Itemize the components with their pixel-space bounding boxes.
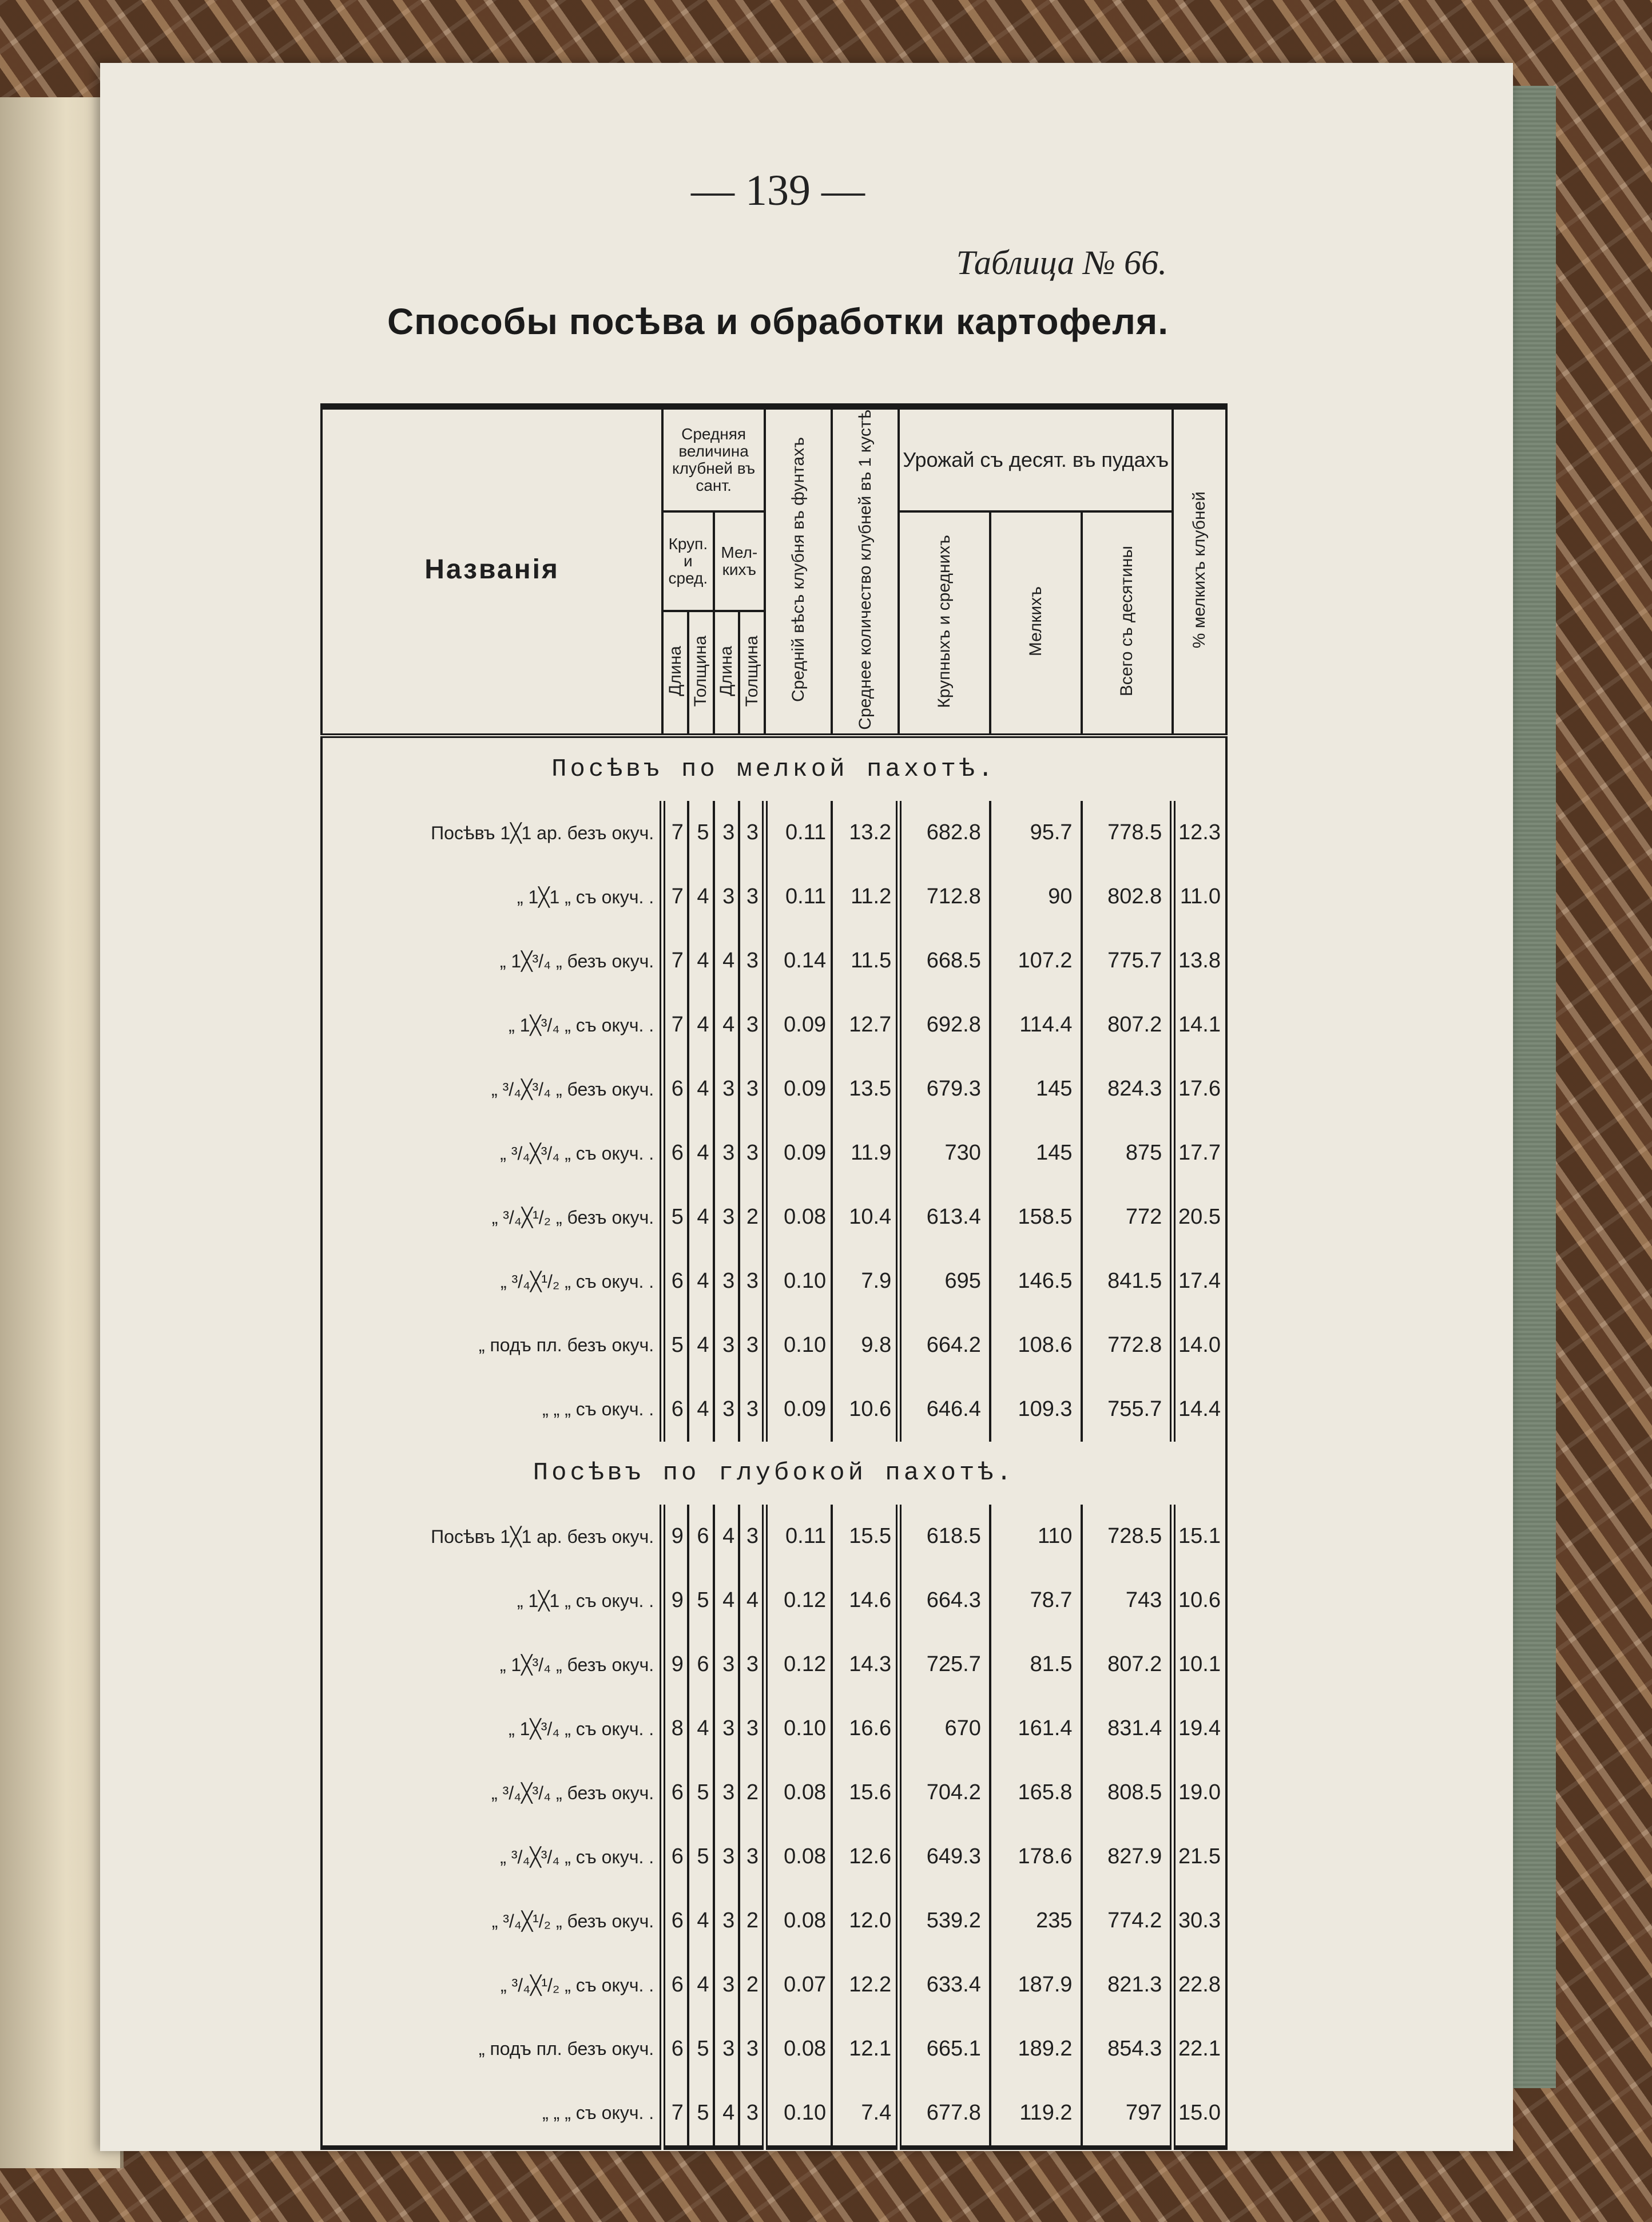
table-cell: 145 [990, 1121, 1082, 1185]
table-cell: 0.11 [765, 801, 832, 865]
table-cell: 802.8 [1082, 865, 1173, 929]
table-cell: 6 [688, 1633, 714, 1697]
table-cell: 4 [714, 993, 740, 1057]
table-row [321, 1633, 1226, 1697]
table-cell: 0.10 [765, 1314, 832, 1378]
table-cell: 158.5 [990, 1185, 1082, 1249]
table-cell: 728.5 [1082, 1505, 1173, 1569]
table-cell: 4 [688, 929, 714, 993]
table-cell: 22.1 [1173, 2017, 1226, 2081]
table-cell: 11.5 [832, 929, 899, 993]
column-header-thickness-small: Толщина [739, 611, 765, 735]
row-name: „ 1╳³/₄ „ безъ окуч. [321, 1633, 662, 1697]
table-cell: 9.8 [832, 1314, 899, 1378]
table-cell: 730 [899, 1121, 990, 1185]
table-cell: 3 [714, 801, 740, 865]
table-cell: 4 [714, 1569, 740, 1633]
table-cell: 3 [714, 1953, 740, 2017]
table-cell: 664.3 [899, 1569, 990, 1633]
table-cell: 165.8 [990, 1761, 1082, 1825]
table-cell: 4 [714, 929, 740, 993]
row-name: „ ³/₄╳¹/₂ „ съ окуч. . [321, 1249, 662, 1314]
table-cell: 649.3 [899, 1825, 990, 1889]
table-cell: 7 [662, 929, 688, 993]
table-cell: 755.7 [1082, 1378, 1173, 1442]
table-cell: 824.3 [1082, 1057, 1173, 1121]
table-cell: 6 [688, 1505, 714, 1569]
table-cell: 3 [714, 1633, 740, 1697]
table-cell: 10.4 [832, 1185, 899, 1249]
table-cell: 22.8 [1173, 1953, 1226, 2017]
table-cell: 0.09 [765, 1121, 832, 1185]
table-cell: 6 [662, 1825, 688, 1889]
data-table [320, 407, 1228, 2150]
table-cell: 20.5 [1173, 1185, 1226, 1249]
section-title: Посѣвъ по мелкой пахотѣ. [321, 736, 1226, 801]
table-cell: 3 [714, 865, 740, 929]
table-row [321, 1825, 1226, 1889]
table-cell: 12.3 [1173, 801, 1226, 865]
table-cell: 189.2 [990, 2017, 1082, 2081]
table-cell: 21.5 [1173, 1825, 1226, 1889]
table-cell: 875 [1082, 1121, 1173, 1185]
table-cell: 712.8 [899, 865, 990, 929]
table-cell: 13.5 [832, 1057, 899, 1121]
table-cell: 187.9 [990, 1953, 1082, 2017]
table-cell: 9 [662, 1505, 688, 1569]
table-cell: 704.2 [899, 1761, 990, 1825]
table-cell: 797 [1082, 2081, 1173, 2148]
column-header-yield-large: Крупныхъ и среднихъ [899, 511, 990, 736]
column-header-avg-count: Среднее количество клубней въ 1 кустѣ [832, 408, 899, 736]
table-cell: 15.5 [832, 1505, 899, 1569]
table-cell: 0.10 [765, 1249, 832, 1314]
table-cell: 808.5 [1082, 1761, 1173, 1825]
table-row [321, 1185, 1226, 1249]
table-cell: 0.08 [765, 1185, 832, 1249]
table-cell: 7.9 [832, 1249, 899, 1314]
table-cell: 3 [714, 1057, 740, 1121]
table-cell: 679.3 [899, 1057, 990, 1121]
table-cell: 778.5 [1082, 801, 1173, 865]
table-cell: 0.12 [765, 1633, 832, 1697]
table-cell: 618.5 [899, 1505, 990, 1569]
table-cell: 0.10 [765, 1697, 832, 1761]
table-cell: 4 [688, 1953, 714, 2017]
table-cell: 646.4 [899, 1378, 990, 1442]
table-cell: 9 [662, 1633, 688, 1697]
table-cell: 695 [899, 1249, 990, 1314]
table-cell: 692.8 [899, 993, 990, 1057]
table-cell: 3 [739, 801, 765, 865]
table-cell: 668.5 [899, 929, 990, 993]
table-cell: 0.09 [765, 1378, 832, 1442]
table-row [321, 1314, 1226, 1378]
table-cell: 807.2 [1082, 993, 1173, 1057]
table-row [321, 865, 1226, 929]
column-header-thickness-large: Толщина [688, 611, 714, 735]
table-cell: 3 [739, 1505, 765, 1569]
table-row [321, 1249, 1226, 1314]
table-cell: 3 [739, 1825, 765, 1889]
table-cell: 0.12 [765, 1569, 832, 1633]
table-cell: 15.6 [832, 1761, 899, 1825]
column-header-length-small: Длина [714, 611, 740, 735]
table-cell: 7 [662, 2081, 688, 2148]
table-cell: 807.2 [1082, 1633, 1173, 1697]
table-cell: 145 [990, 1057, 1082, 1121]
column-header-large-medium: Круп. и сред. [662, 511, 713, 611]
column-header-small: Мел-кихъ [714, 511, 765, 611]
table-cell: 14.3 [832, 1633, 899, 1697]
table-cell: 3 [714, 1761, 740, 1825]
column-header-avg-weight: Средній вѣсъ клубня въ фунтахъ [765, 408, 832, 736]
table-cell: 109.3 [990, 1378, 1082, 1442]
table-cell: 3 [714, 1249, 740, 1314]
table-cell: 95.7 [990, 801, 1082, 865]
table-title: Способы посѣва и обработки картофеля. [387, 301, 1169, 342]
table-cell: 3 [714, 1825, 740, 1889]
table-cell: 3 [739, 1057, 765, 1121]
table-cell: 4 [688, 1121, 714, 1185]
table-cell: 4 [688, 1185, 714, 1249]
table-cell: 0.07 [765, 1953, 832, 2017]
table-cell: 5 [662, 1314, 688, 1378]
row-name: „ 1╳1 „ съ окуч. . [321, 865, 662, 929]
table-cell: 5 [688, 1569, 714, 1633]
column-header-avg-size: Средняя величина клубней въ сант. [662, 408, 765, 511]
row-name: „ 1╳1 „ съ окуч. . [321, 1569, 662, 1633]
table-cell: 114.4 [990, 993, 1082, 1057]
table-cell: 12.6 [832, 1825, 899, 1889]
table-cell: 10.1 [1173, 1633, 1226, 1697]
row-name: „ ³/₄╳³/₄ „ безъ окуч. [321, 1057, 662, 1121]
table-cell: 5 [688, 2081, 714, 2148]
table-cell: 108.6 [990, 1314, 1082, 1378]
table-cell: 3 [739, 2081, 765, 2148]
table-cell: 6 [662, 1953, 688, 2017]
table-cell: 0.08 [765, 2017, 832, 2081]
table-cell: 6 [662, 2017, 688, 2081]
section-header-row [321, 1442, 1226, 1505]
row-name: „ ³/₄╳³/₄ „ съ окуч. . [321, 1121, 662, 1185]
table-cell: 12.2 [832, 1953, 899, 2017]
table-cell: 4 [688, 1249, 714, 1314]
table-cell: 827.9 [1082, 1825, 1173, 1889]
table-cell: 110 [990, 1505, 1082, 1569]
table-cell: 4 [688, 865, 714, 929]
table-cell: 0.09 [765, 1057, 832, 1121]
table-cell: 4 [714, 1505, 740, 1569]
row-name: „ ³/₄╳¹/₂ „ безъ окуч. [321, 1185, 662, 1249]
table-cell: 3 [739, 1633, 765, 1697]
table-cell: 161.4 [990, 1697, 1082, 1761]
table-cell: 3 [739, 1697, 765, 1761]
table-cell: 11.0 [1173, 865, 1226, 929]
table-cell: 3 [739, 1121, 765, 1185]
table-cell: 664.2 [899, 1314, 990, 1378]
table-row [321, 1889, 1226, 1953]
table-cell: 3 [714, 1185, 740, 1249]
table-cell: 4 [714, 2081, 740, 2148]
table-cell: 775.7 [1082, 929, 1173, 993]
table-cell: 0.14 [765, 929, 832, 993]
table-cell: 13.8 [1173, 929, 1226, 993]
table-row [321, 929, 1226, 993]
table-cell: 772 [1082, 1185, 1173, 1249]
table-row [321, 2081, 1226, 2148]
column-header-length-large: Длина [662, 611, 688, 735]
table-cell: 15.1 [1173, 1505, 1226, 1569]
table-cell: 670 [899, 1697, 990, 1761]
table-cell: 4 [688, 1697, 714, 1761]
table-cell: 4 [688, 1314, 714, 1378]
table-cell: 5 [688, 801, 714, 865]
row-name: Посѣвъ 1╳1 ар. безъ окуч. [321, 1505, 662, 1569]
table-cell: 19.4 [1173, 1697, 1226, 1761]
table-cell: 677.8 [899, 2081, 990, 2148]
table-cell: 9 [662, 1569, 688, 1633]
table-cell: 14.4 [1173, 1378, 1226, 1442]
table-row [321, 993, 1226, 1057]
table-cell: 78.7 [990, 1569, 1082, 1633]
table-cell: 772.8 [1082, 1314, 1173, 1378]
table-row [321, 1057, 1226, 1121]
table-cell: 5 [688, 1825, 714, 1889]
table-cell: 682.8 [899, 801, 990, 865]
table-cell: 15.0 [1173, 2081, 1226, 2148]
table-cell: 6 [662, 1761, 688, 1825]
table-row [321, 1761, 1226, 1825]
table-cell: 7 [662, 865, 688, 929]
table-row [321, 1697, 1226, 1761]
table-cell: 3 [714, 1697, 740, 1761]
table-cell: 146.5 [990, 1249, 1082, 1314]
table-cell: 30.3 [1173, 1889, 1226, 1953]
table-cell: 0.08 [765, 1761, 832, 1825]
table-cell: 6 [662, 1378, 688, 1442]
table-cell: 3 [739, 865, 765, 929]
table-cell: 178.6 [990, 1825, 1082, 1889]
table-cell: 3 [739, 929, 765, 993]
table-cell: 235 [990, 1889, 1082, 1953]
row-name: „ „ „ съ окуч. . [321, 1378, 662, 1442]
column-header-yield: Урожай съ десят. въ пудахъ [899, 408, 1173, 511]
table-cell: 13.2 [832, 801, 899, 865]
table-cell: 0.10 [765, 2081, 832, 2148]
table-cell: 725.7 [899, 1633, 990, 1697]
table-row [321, 1569, 1226, 1633]
section-header-row [321, 736, 1226, 801]
table-cell: 14.0 [1173, 1314, 1226, 1378]
table-cell: 81.5 [990, 1633, 1082, 1697]
row-name: „ ³/₄╳¹/₂ „ безъ окуч. [321, 1889, 662, 1953]
table-cell: 5 [662, 1185, 688, 1249]
table-cell: 4 [739, 1569, 765, 1633]
table-number: Таблица № 66. [956, 244, 1167, 281]
table-cell: 0.11 [765, 865, 832, 929]
table-row [321, 801, 1226, 865]
table-row [321, 1378, 1226, 1442]
row-name: „ ³/₄╳³/₄ „ безъ окуч. [321, 1761, 662, 1825]
table-cell: 119.2 [990, 2081, 1082, 2148]
table-cell: 11.9 [832, 1121, 899, 1185]
row-name: „ ³/₄╳³/₄ „ съ окуч. . [321, 1825, 662, 1889]
table-cell: 3 [714, 1889, 740, 1953]
table-cell: 4 [688, 1378, 714, 1442]
table-cell: 7 [662, 801, 688, 865]
table-cell: 613.4 [899, 1185, 990, 1249]
table-cell: 10.6 [832, 1378, 899, 1442]
table-cell: 4 [688, 1889, 714, 1953]
table-cell: 3 [739, 1314, 765, 1378]
section-title: Посѣвъ по глубокой пахотѣ. [321, 1442, 1226, 1505]
table-row [321, 2017, 1226, 2081]
row-name: „ „ „ съ окуч. . [321, 2081, 662, 2148]
table-cell: 3 [739, 1249, 765, 1314]
table-cell: 539.2 [899, 1889, 990, 1953]
table-cell: 3 [714, 1378, 740, 1442]
table-cell: 831.4 [1082, 1697, 1173, 1761]
table-cell: 2 [739, 1761, 765, 1825]
table-cell: 14.6 [832, 1569, 899, 1633]
column-header-yield-small: Мелкихъ [990, 511, 1082, 736]
table-cell: 774.2 [1082, 1889, 1173, 1953]
table-cell: 6 [662, 1889, 688, 1953]
table-cell: 90 [990, 865, 1082, 929]
table-cell: 6 [662, 1249, 688, 1314]
table-cell: 17.7 [1173, 1121, 1226, 1185]
table-cell: 841.5 [1082, 1249, 1173, 1314]
table-cell: 0.08 [765, 1825, 832, 1889]
table-cell: 633.4 [899, 1953, 990, 2017]
table-cell: 5 [688, 1761, 714, 1825]
row-name: „ 1╳³/₄ „ съ окуч. . [321, 993, 662, 1057]
table-cell: 743 [1082, 1569, 1173, 1633]
table-cell: 3 [714, 1121, 740, 1185]
column-header-names: Названія [321, 408, 662, 736]
table-cell: 2 [739, 1185, 765, 1249]
table-cell: 7.4 [832, 2081, 899, 2148]
table-cell: 11.2 [832, 865, 899, 929]
table-cell: 16.6 [832, 1697, 899, 1761]
row-name: „ ³/₄╳¹/₂ „ съ окуч. . [321, 1953, 662, 2017]
table-cell: 3 [739, 1378, 765, 1442]
table-cell: 0.09 [765, 993, 832, 1057]
table-cell: 17.4 [1173, 1249, 1226, 1314]
table-cell: 854.3 [1082, 2017, 1173, 2081]
page-number: — 139 — [691, 166, 865, 215]
table-row [321, 1505, 1226, 1569]
table-cell: 3 [714, 2017, 740, 2081]
table-row [321, 1953, 1226, 2017]
row-name: „ 1╳³/₄ „ съ окуч. . [321, 1697, 662, 1761]
row-name: „ подъ пл. безъ окуч. [321, 1314, 662, 1378]
table-cell: 0.08 [765, 1889, 832, 1953]
column-header-pct-small: % мелкихъ клубней [1173, 408, 1226, 736]
table-cell: 12.7 [832, 993, 899, 1057]
table-cell: 6 [662, 1057, 688, 1121]
table-cell: 6 [662, 1121, 688, 1185]
table-cell: 2 [739, 1889, 765, 1953]
row-name: „ подъ пл. безъ окуч. [321, 2017, 662, 2081]
table-cell: 17.6 [1173, 1057, 1226, 1121]
table-cell: 3 [714, 1314, 740, 1378]
table-cell: 10.6 [1173, 1569, 1226, 1633]
table-cell: 665.1 [899, 2017, 990, 2081]
table-cell: 5 [688, 2017, 714, 2081]
table-cell: 12.1 [832, 2017, 899, 2081]
table-cell: 8 [662, 1697, 688, 1761]
table-cell: 0.11 [765, 1505, 832, 1569]
table-cell: 107.2 [990, 929, 1082, 993]
table-cell: 4 [688, 993, 714, 1057]
column-header-yield-total: Всего съ десятины [1082, 511, 1173, 736]
table-cell: 3 [739, 993, 765, 1057]
row-name: „ 1╳³/₄ „ безъ окуч. [321, 929, 662, 993]
table-cell: 3 [739, 2017, 765, 2081]
table-cell: 821.3 [1082, 1953, 1173, 2017]
table-cell: 19.0 [1173, 1761, 1226, 1825]
table-cell: 2 [739, 1953, 765, 2017]
row-name: Посѣвъ 1╳1 ар. безъ окуч. [321, 801, 662, 865]
table-cell: 12.0 [832, 1889, 899, 1953]
table-row [321, 1121, 1226, 1185]
table-cell: 4 [688, 1057, 714, 1121]
table-cell: 14.1 [1173, 993, 1226, 1057]
table-cell: 7 [662, 993, 688, 1057]
